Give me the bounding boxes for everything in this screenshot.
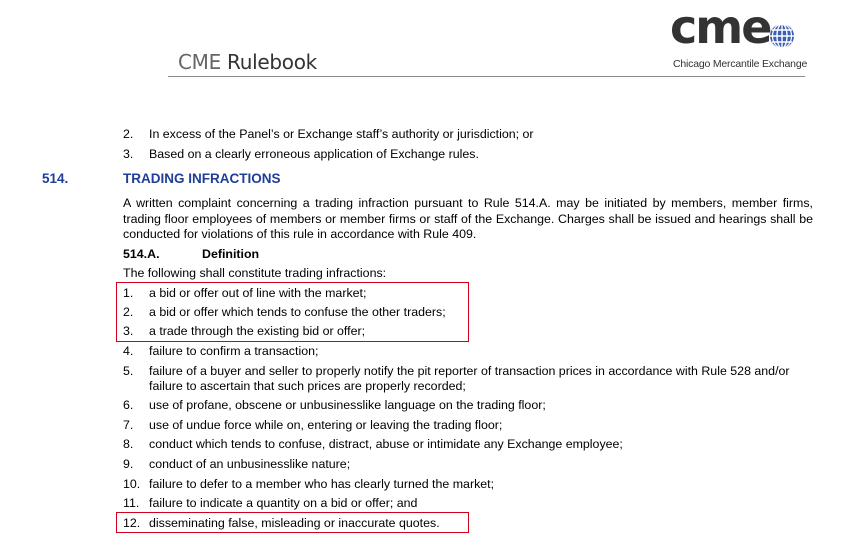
- list-text: a bid or offer out of line with the market;: [149, 286, 367, 300]
- list-text: use of undue force while on, entering or leaving the trading floor;: [149, 418, 503, 432]
- list-number: 3.: [123, 324, 134, 338]
- list-text: failure to defer to a member who has clearly turned the market;: [149, 477, 495, 491]
- rule-title: TRADING INFRACTIONS: [123, 171, 281, 186]
- list-text: failure of a buyer and seller to properly notify the pit reporter of transaction prices in accordance with Rule 528 and/or failure to ascertain that such prices are properly recorded;: [149, 364, 790, 393]
- header-divider: [168, 76, 805, 77]
- list-text: conduct of an unbusinesslike nature;: [149, 457, 351, 471]
- cme-logo: [668, 0, 808, 74]
- list-text: a bid or offer which tends to confuse the other traders;: [149, 305, 446, 319]
- logo-wordmark: cme: [670, 0, 771, 54]
- list-number: 10.: [123, 477, 141, 491]
- list-number: 4.: [123, 344, 134, 358]
- logo-subtitle: Chicago Mercantile Exchange: [673, 58, 808, 70]
- rule-number: 514.: [42, 171, 69, 186]
- highlight-box-items-1-3: [116, 282, 469, 342]
- globe-icon: [769, 23, 795, 49]
- list-number: 5.: [123, 364, 134, 378]
- list-number: 7.: [123, 418, 134, 432]
- highlight-box-item-12: [116, 512, 469, 533]
- rulebook-title: [178, 50, 317, 74]
- subsection-title: Definition: [202, 247, 260, 261]
- list-text: a trade through the existing bid or offer;: [149, 324, 366, 338]
- list-number: 12.: [123, 516, 141, 530]
- subsection-number: 514.A.: [123, 247, 160, 261]
- list-number: 2.: [123, 127, 134, 141]
- list-number: 6.: [123, 398, 134, 412]
- list-number: 2.: [123, 305, 134, 319]
- definition-intro: The following shall constitute trading infractions:: [123, 266, 387, 280]
- list-text: disseminating false, misleading or inaccurate quotes.: [149, 516, 440, 530]
- list-text: conduct which tends to confuse, distract, abuse or intimidate any Exchange employee;: [149, 437, 623, 451]
- list-text: use of profane, obscene or unbusinesslike language on the trading floor;: [149, 398, 546, 412]
- list-number: 3.: [123, 147, 134, 161]
- list-number: 9.: [123, 457, 134, 471]
- list-number: 8.: [123, 437, 134, 451]
- list-text: failure to indicate a quantity on a bid or offer; and: [149, 496, 418, 510]
- list-number: 11.: [123, 496, 140, 510]
- rulebook-title-main: Rulebook: [227, 50, 317, 74]
- list-number: 1.: [123, 286, 134, 300]
- list-text: failure to confirm a transaction;: [149, 344, 319, 358]
- rulebook-title-prefix: CME: [178, 50, 221, 74]
- list-text: Based on a clearly erroneous application of Exchange rules.: [149, 147, 479, 161]
- list-text: In excess of the Panel’s or Exchange staff’s authority or jurisdiction; or: [149, 127, 534, 141]
- rule-paragraph: A written complaint concerning a trading infraction pursuant to Rule 514.A. may be initiated by members, member firms, trading floor employees of members or member firms or staff of the Exchange. Charges shall be issued and hearings shall be conducted for violations of this rule in accordance with Rule 409.: [123, 196, 813, 241]
